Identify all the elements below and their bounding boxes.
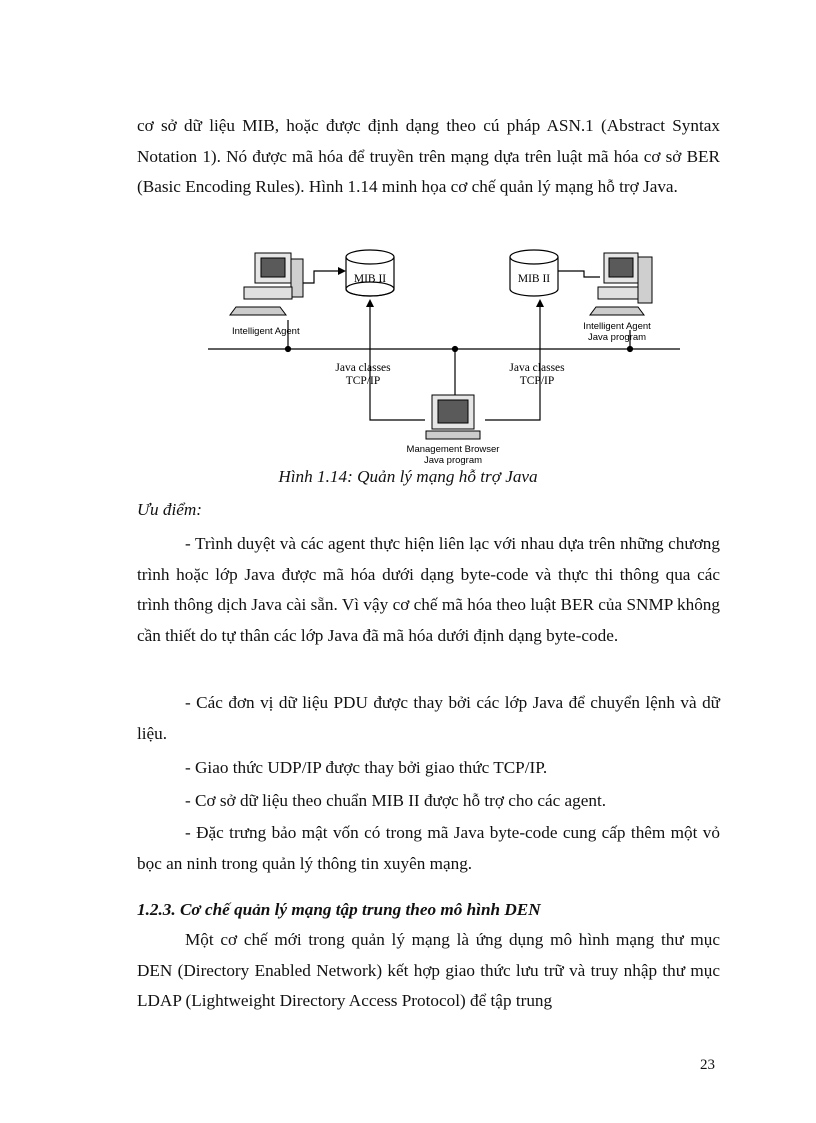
- mib-left-label: MIB II: [353, 273, 387, 285]
- computer-icon-right: [590, 253, 652, 315]
- java-left-label-1: Java classes: [335, 362, 391, 374]
- section-paragraph: Một cơ chế mới trong quản lý mạng là ứng dụng mô hình mạng thư mục DEN (Directory Enabled Network) kết hợp giao thức lưu trữ và truy nhập thư mục LDAP (Lightweight Directory Access Protocol) để tập trung: [137, 930, 720, 1011]
- advantage-item: - Trình duyệt và các agent thực hiện liên lạc với nhau dựa trên những chương trình hoặc lớp Java được mã hóa dưới dạng byte-code và thực thi thông qua các trình thông dịch Java cài sẵn. Vì vậy cơ chế mã hóa theo luật BER của SNMP không cần thiết do tự thân các lớp Java đã mã hóa dưới định dạng byte-code.: [137, 534, 720, 645]
- computer-icon-browser: [426, 395, 480, 439]
- java-right-label-1: Java classes: [509, 362, 565, 374]
- browser-label-2: Java program: [423, 455, 483, 466]
- right-agent-mib-link: [556, 271, 600, 277]
- advantage-item: - Giao thức UDP/IP được thay bởi giao thức TCP/IP.: [185, 758, 548, 777]
- center-junction: [453, 347, 458, 352]
- right-agent-label-1: Intelligent Agent: [583, 321, 651, 332]
- advantages-label: Ưu điểm:: [137, 500, 202, 519]
- section-heading: 1.2.3. Cơ chế quản lý mạng tập trung theo mô hình DEN: [137, 900, 541, 919]
- arrow-left-up: [366, 299, 374, 307]
- left-agent-label: Intelligent Agent: [232, 326, 300, 337]
- advantage-item: - Đặc trưng bảo mật vốn có trong mã Java byte-code cung cấp thêm một vỏ bọc an ninh trong quản lý thông tin xuyên mạng.: [137, 823, 720, 873]
- right-agent-label-2: Java program: [587, 332, 647, 343]
- mib-right-label: MIB II: [517, 273, 551, 285]
- advantage-item: - Các đơn vị dữ liệu PDU được thay bởi các lớp Java để chuyển lệnh và dữ liệu.: [137, 693, 720, 743]
- arrow-right-up: [536, 299, 544, 307]
- java-left-label-2: TCP/IP: [345, 375, 381, 387]
- computer-icon-left: [230, 253, 303, 315]
- figure-caption: Hình 1.14: Quản lý mạng hỗ trợ Java: [278, 467, 538, 486]
- left-junction: [286, 347, 291, 352]
- browser-label-1: Management Browser: [406, 444, 500, 455]
- page-number: 23: [700, 1057, 715, 1073]
- right-junction: [628, 347, 633, 352]
- arrow-left-mib: [338, 267, 346, 275]
- intro-paragraph: cơ sở dữ liệu MIB, hoặc được định dạng theo cú pháp ASN.1 (Abstract Syntax Notation 1). Nó được mã hóa để truyền trên mạng dựa trên luật mã hóa cơ sở BER (Basic Encoding Rules). Hình 1.14 minh họa cơ chế quản lý mạng hỗ trợ Java.: [137, 116, 720, 197]
- left-agent-mib-link: [300, 271, 338, 283]
- advantage-item: - Cơ sở dữ liệu theo chuẩn MIB II được hỗ trợ cho các agent.: [185, 791, 607, 810]
- java-right-label-2: TCP/IP: [519, 375, 555, 387]
- java-network-management-figure: [200, 245, 700, 470]
